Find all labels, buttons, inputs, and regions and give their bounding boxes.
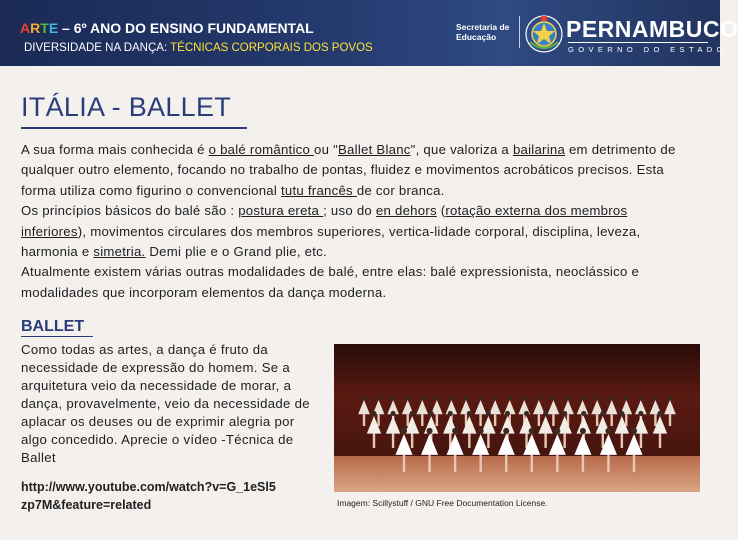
dancer-legs-31 [544, 434, 546, 448]
dancer-legs-37 [659, 434, 661, 448]
dancer-head-46 [605, 428, 611, 434]
p2-segment-5: rotação externa dos membros inferiores [21, 203, 628, 239]
p2-segment-6: ), movimentos circulares dos membros superiores, vertica-lidade corporal, disciplina, leveza, harmonia e [21, 223, 641, 260]
lesson-subtitle [24, 42, 373, 54]
dancer-legs-24 [411, 434, 413, 448]
dancer-head-11 [522, 396, 526, 400]
dancer-head-3 [406, 396, 410, 400]
dancer-head-6 [449, 396, 453, 400]
p2-segment-8: Demi plie e o Grand plie, etc. [145, 244, 327, 260]
p1-segment-0: A sua forma mais conhecida é [21, 142, 209, 157]
stage-floor [334, 456, 700, 492]
p1-segment-4: ", que valoriza a [410, 142, 513, 157]
subtitle-part2: TÉCNICAS CORPORAIS DOS POVOS [167, 42, 373, 54]
header-divider [519, 16, 520, 48]
brand-name: PERNAMBUCO [566, 16, 738, 42]
dancer-legs-42 [505, 455, 507, 472]
brand-underline [568, 42, 708, 43]
video-link[interactable]: http://www.youtube.com/watch?v=G_1eSl5 zp7M&feature=related [21, 480, 276, 512]
dancer-head-8 [478, 396, 482, 400]
dancer-head-9 [493, 396, 497, 400]
dancer-head-22 [371, 411, 376, 416]
dancer-legs-12 [538, 414, 540, 426]
dancer-legs-20 [654, 414, 656, 426]
p1-segment-7: tutu francês [280, 182, 357, 198]
dancer-head-44 [554, 428, 560, 434]
dancer-head-18 [624, 396, 628, 400]
dancer-legs-40 [454, 455, 456, 472]
p2-segment-7: simetria. [93, 244, 146, 260]
dancer-legs-9 [494, 414, 496, 426]
title-underline [21, 127, 247, 129]
dancer-head-35 [619, 411, 624, 416]
dancer-legs-28 [487, 434, 489, 448]
subject-letter-1: R [30, 20, 41, 36]
photo-caption: Imagem: Scillystuff / GNU Free Documentation License. [337, 498, 548, 508]
paragraph-1 [21, 140, 693, 201]
dancer-legs-32 [563, 434, 565, 448]
dancer-legs-0 [363, 414, 365, 426]
dancer-legs-23 [392, 434, 394, 448]
p2-segment-2: ; uso do [323, 203, 376, 219]
dancer-legs-43 [531, 455, 533, 472]
dancer-head-21 [668, 396, 672, 400]
dancer-head-37 [657, 411, 662, 416]
p2-segment-4: ( [436, 203, 446, 219]
dancer-head-30 [524, 411, 529, 416]
dancer-head-20 [653, 396, 657, 400]
ballet-description: Como todas as artes, a dança é fruto da necessidade de expressão do homem. Se a arquitetura veio da necessidade de morar, a dança, provavelmente, veio da necessidade de aplacar os deuses ou de exprimir alegria por algo concedido. Aprecie o vídeo -Técnica de Ballet [21, 342, 310, 465]
dancer-head-17 [610, 396, 614, 400]
subject-colored-letters [20, 20, 58, 36]
dancer-head-42 [503, 428, 509, 434]
ballet-heading-underline [21, 336, 93, 337]
dancer-head-38 [401, 428, 407, 434]
dancer-legs-46 [607, 455, 609, 472]
paragraph-3 [21, 262, 693, 303]
dancer-head-34 [600, 411, 605, 416]
dancer-head-1 [376, 396, 380, 400]
dancer-head-5 [435, 396, 439, 400]
dancer-head-4 [420, 396, 424, 400]
subject-letter-2: T [40, 20, 49, 36]
subject-title [20, 20, 314, 36]
p2-segment-3: en dehors [375, 203, 437, 219]
dancer-head-12 [537, 396, 541, 400]
dancer-legs-4 [421, 414, 423, 426]
dancer-head-10 [508, 396, 512, 400]
p2-segment-0: Os princípios básicos do balé são : [21, 203, 239, 219]
subtitle-colon: : [163, 42, 168, 54]
p1-segment-6: em detrimento de qualquer outro elemento, focando no trabalho de pontas, fluidez e movimentos acrobáticos precisos. Esta forma utiliza como figurino o convencional [21, 142, 676, 198]
dancer-head-45 [580, 428, 586, 434]
dancer-legs-47 [633, 455, 635, 472]
dancer-legs-13 [552, 414, 554, 426]
dancer-head-39 [427, 428, 433, 434]
dancer-legs-27 [468, 434, 470, 448]
dancer-legs-16 [596, 414, 598, 426]
dancer-head-26 [448, 411, 453, 416]
ballet-heading: BALLET [21, 318, 85, 335]
subject-title-rest: – 6º ANO DO ENSINO FUNDAMENTAL [58, 20, 314, 36]
subject-letter-3: E [48, 20, 59, 36]
dancer-head-31 [543, 411, 548, 416]
dancer-head-14 [566, 396, 570, 400]
dancer-head-36 [638, 411, 643, 416]
p1-segment-2: ou " [314, 142, 339, 157]
dancer-legs-17 [611, 414, 613, 426]
dancer-head-23 [391, 411, 396, 416]
p2-segment-1: postura ereta [238, 203, 324, 219]
dancer-head-32 [562, 411, 567, 416]
page-title: ITÁLIA - BALLET [21, 92, 232, 122]
dancer-head-13 [551, 396, 555, 400]
dancer-head-2 [391, 396, 395, 400]
dancer-legs-45 [582, 455, 584, 472]
p1-segment-1: o balé romântico [208, 142, 314, 157]
dancer-head-29 [505, 411, 510, 416]
dancer-head-16 [595, 396, 599, 400]
state-crest-icon [524, 14, 564, 54]
dancer-head-0 [362, 396, 366, 400]
subtitle-part1: DIVERSIDADE NA DANÇA [24, 42, 164, 54]
dancer-head-15 [580, 396, 584, 400]
p3-segment-0: Atualmente existem várias outras modalidades de balé, entre elas: balé expressionista, neoclássico e modalidades que incorporam elementos da dança moderna. [21, 264, 640, 300]
p1-segment-8: de cor branca. [356, 182, 445, 198]
dancer-head-27 [467, 411, 472, 416]
dancer-head-7 [464, 396, 468, 400]
ballet-stage-photo [334, 344, 700, 492]
dancer-legs-1 [377, 414, 379, 426]
dancer-head-25 [429, 411, 434, 416]
dancer-legs-44 [556, 455, 558, 472]
dancer-legs-22 [373, 434, 375, 448]
dancer-head-33 [581, 411, 586, 416]
dancer-head-41 [478, 428, 484, 434]
dancer-head-19 [639, 396, 643, 400]
dancer-legs-39 [428, 455, 430, 472]
dancer-head-43 [529, 428, 535, 434]
dancer-head-40 [452, 428, 458, 434]
dancer-legs-3 [407, 414, 409, 426]
dancer-legs-21 [669, 414, 671, 426]
dancer-legs-36 [640, 434, 642, 448]
dancer-legs-18 [625, 414, 627, 426]
dancer-legs-5 [436, 414, 438, 426]
p1-segment-5: bailarina [512, 142, 566, 157]
header-banner [0, 0, 738, 66]
dancer-legs-8 [479, 414, 481, 426]
brand-subtitle: GOVERNO DO ESTADO [568, 45, 727, 54]
dancer-head-24 [410, 411, 415, 416]
dancer-legs-38 [403, 455, 405, 472]
secretaria-label: Secretaria de Educação [456, 22, 510, 42]
subject-letter-0: A [20, 20, 31, 36]
dancer-head-47 [631, 428, 637, 434]
dancer-legs-35 [621, 434, 623, 448]
dancer-head-28 [486, 411, 491, 416]
dancer-legs-41 [479, 455, 481, 472]
main-text [21, 140, 693, 303]
p1-segment-3: Ballet Blanc [338, 142, 411, 157]
paragraph-2 [21, 201, 693, 262]
